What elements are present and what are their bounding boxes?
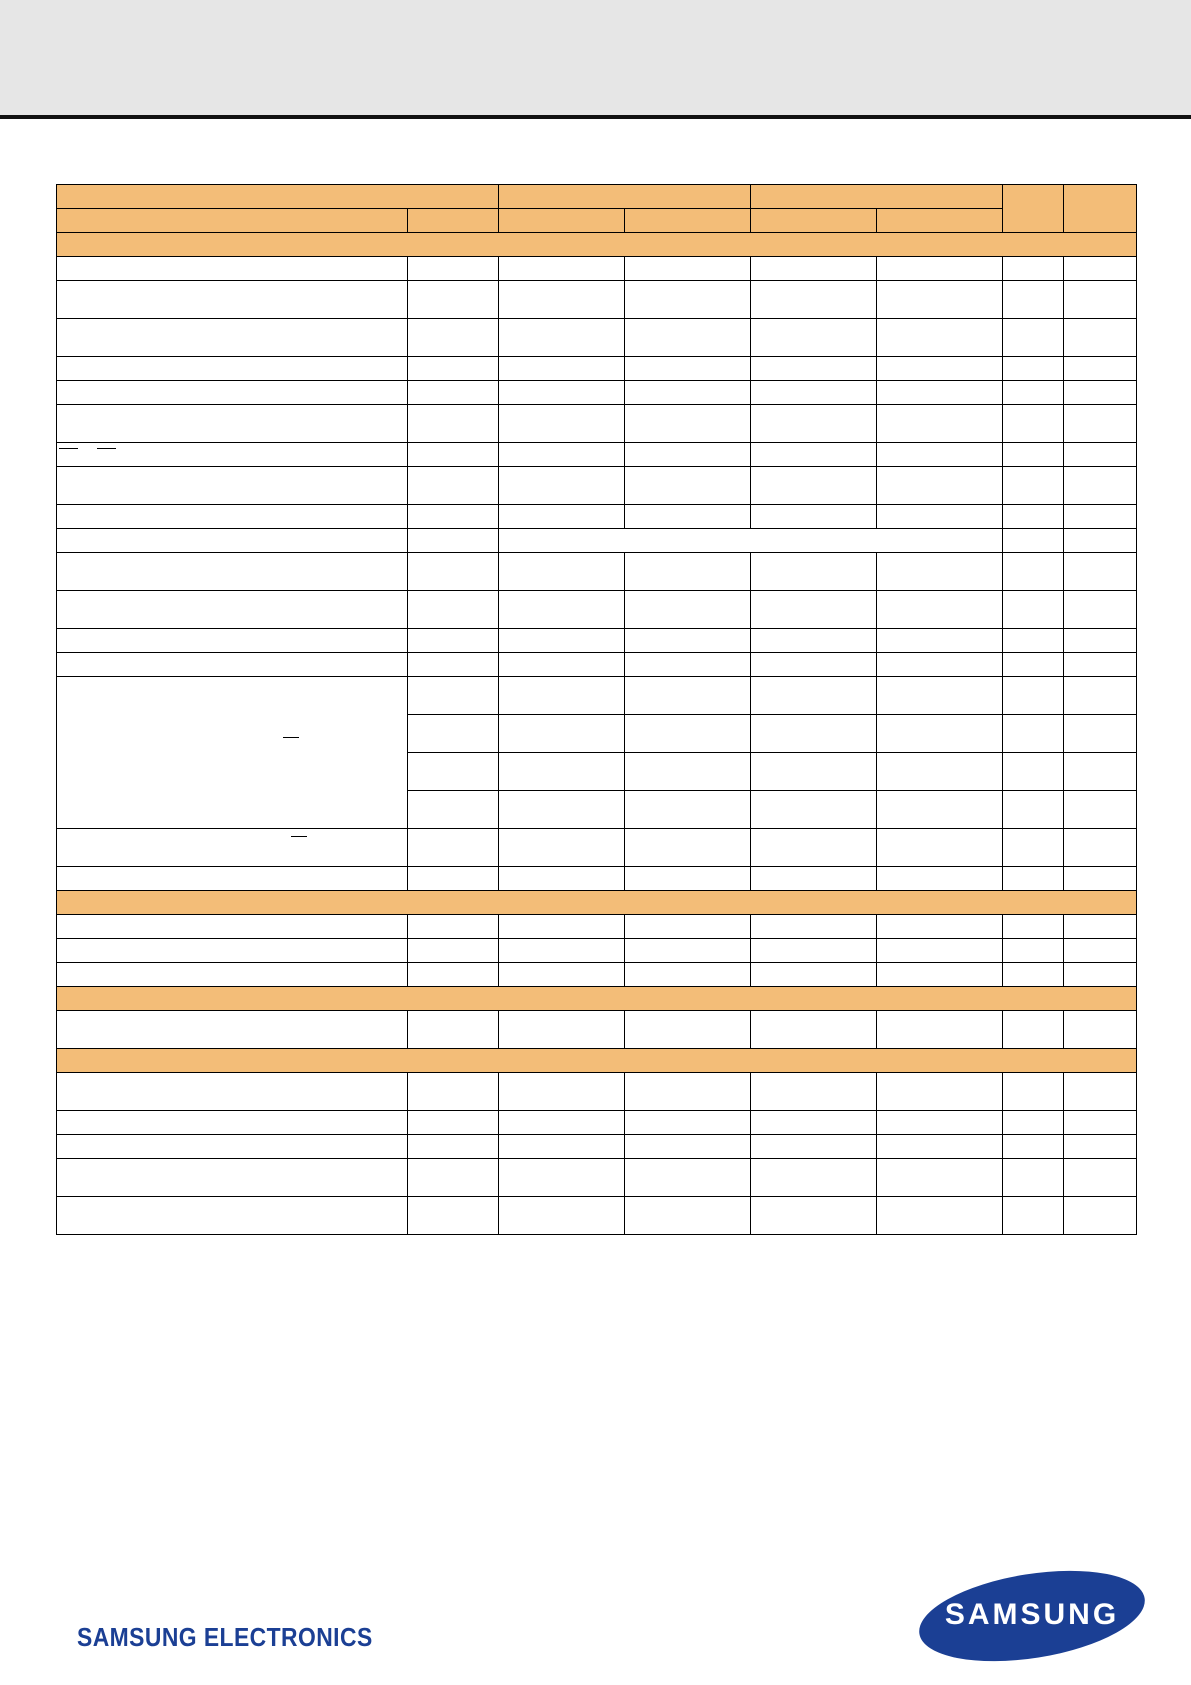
- table-row: [57, 1159, 1137, 1197]
- table-row: [57, 867, 1137, 891]
- table-row: [57, 677, 1137, 715]
- header-cell: [57, 209, 408, 233]
- table-row: [57, 357, 1137, 381]
- section-cell: [57, 233, 1137, 257]
- table-row: [57, 1197, 1137, 1235]
- table-row: [57, 467, 1137, 505]
- overbar-mark: [59, 448, 78, 449]
- table-row: [57, 591, 1137, 629]
- section-cell: [57, 987, 1137, 1011]
- header-cell: [625, 209, 751, 233]
- section-row: [57, 987, 1137, 1011]
- header-cell: [408, 209, 499, 233]
- header-cell: [751, 209, 877, 233]
- grouped-label-cell: [57, 677, 408, 829]
- table-row: [57, 653, 1137, 677]
- overbar-mark: [97, 448, 116, 449]
- company-name: SAMSUNG ELECTRONICS: [77, 1622, 373, 1652]
- header-cell: [499, 185, 751, 209]
- table-row: [57, 405, 1137, 443]
- table-row: [57, 915, 1137, 939]
- header-cell: [57, 185, 499, 209]
- overbar-cell: [57, 443, 408, 467]
- header-cell: [1064, 185, 1137, 233]
- table-row: [57, 381, 1137, 405]
- spec-table: [56, 184, 1137, 1235]
- table-row: [57, 963, 1137, 987]
- table-row: [57, 829, 1137, 867]
- table-row: [57, 629, 1137, 653]
- page-header-band: [0, 0, 1191, 115]
- table-header-row: [57, 209, 1137, 233]
- header-cell: [499, 209, 625, 233]
- header-rule: [0, 115, 1191, 119]
- section-row: [57, 891, 1137, 915]
- overbar-mark: [291, 836, 307, 837]
- table-row: [57, 1135, 1137, 1159]
- table-row: [57, 1111, 1137, 1135]
- table-row: [57, 505, 1137, 529]
- table-row: [57, 281, 1137, 319]
- section-cell: [57, 891, 1137, 915]
- table-row: [57, 443, 1137, 467]
- table-header-row: [57, 185, 1137, 209]
- header-cell: [877, 209, 1003, 233]
- table-row: [57, 1073, 1137, 1111]
- table-row: [57, 553, 1137, 591]
- merged-value-cell: [499, 529, 1003, 553]
- samsung-logo: [918, 1574, 1146, 1658]
- section-row: [57, 1049, 1137, 1073]
- table-row: [57, 319, 1137, 357]
- table-row: [57, 939, 1137, 963]
- section-row: [57, 233, 1137, 257]
- section-cell: [57, 1049, 1137, 1073]
- overbar-cell: [57, 829, 408, 867]
- table-row: [57, 257, 1137, 281]
- table-row: [57, 529, 1137, 553]
- header-cell: [751, 185, 1003, 209]
- logo-wordmark: SAMSUNG: [944, 1598, 1120, 1631]
- overbar-mark: [283, 737, 299, 738]
- table-row: [57, 1011, 1137, 1049]
- header-cell: [1003, 185, 1064, 233]
